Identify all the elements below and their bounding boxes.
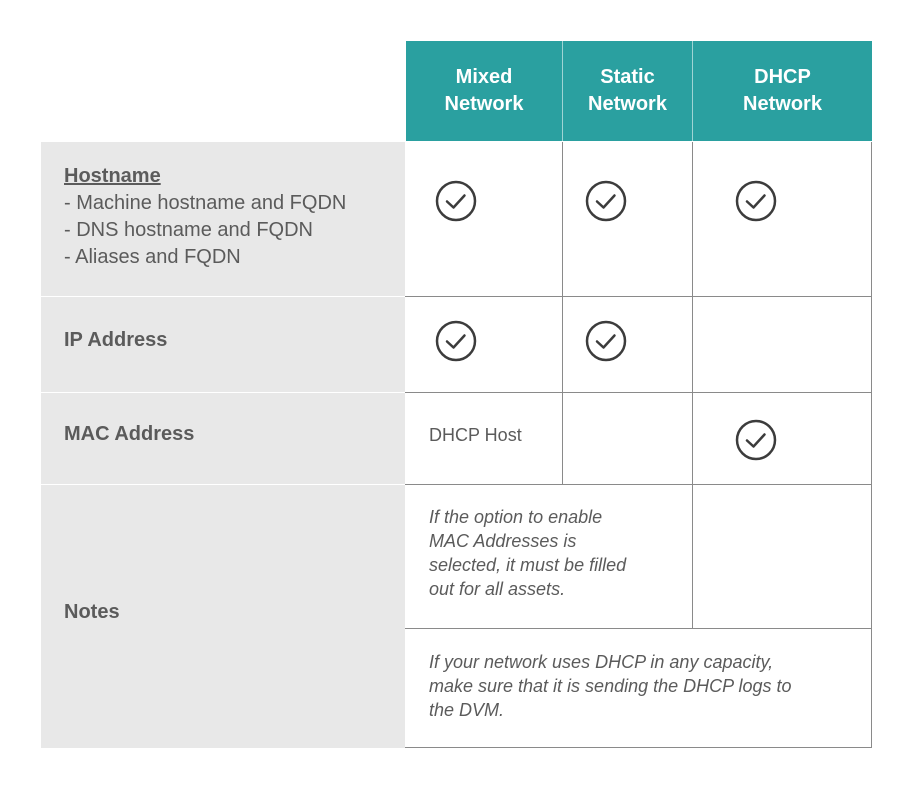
check-circle-icon <box>585 320 627 362</box>
grid-line <box>405 142 406 748</box>
grid-line <box>871 142 872 748</box>
column-header-mixed-network <box>406 41 562 141</box>
column-header-line1: Mixed <box>455 66 513 88</box>
mac-address-title: MAC Address <box>64 423 195 445</box>
grid-line <box>405 747 872 748</box>
grid-line <box>405 628 872 629</box>
notes-title: Notes <box>64 601 120 623</box>
header-divider <box>692 41 693 141</box>
grid-line <box>405 484 872 485</box>
note-line: out for all assets. <box>429 579 566 599</box>
row-label-hostname <box>41 142 405 296</box>
hostname-title: Hostname <box>64 165 161 187</box>
note-mac-addresses <box>429 505 679 601</box>
hostname-item: - Aliases and FQDN <box>64 246 241 268</box>
check-circle-icon <box>585 180 627 222</box>
note-line: selected, it must be filled <box>429 555 627 575</box>
note-line: If the option to enable <box>429 507 603 527</box>
mac-address-mixed-value: DHCP Host <box>429 425 522 445</box>
row-label-mac-address <box>41 393 405 484</box>
check-circle-icon <box>735 419 777 461</box>
grid-line <box>562 142 563 484</box>
check-circle-icon <box>735 180 777 222</box>
column-header-line2: Network <box>444 93 524 115</box>
grid-line <box>405 392 872 393</box>
hostname-item: - DNS hostname and FQDN <box>64 219 313 241</box>
note-line: the DVM. <box>429 700 505 720</box>
column-header-line1: Static <box>600 66 655 88</box>
grid-line <box>405 296 872 297</box>
grid-line <box>692 142 693 628</box>
note-line: make sure that it is sending the DHCP logs to <box>429 676 792 696</box>
note-line: If your network uses DHCP in any capacity, <box>429 652 774 672</box>
row-label-notes <box>41 485 405 748</box>
column-header-dhcp-network <box>693 41 872 141</box>
hostname-item: - Machine hostname and FQDN <box>64 192 347 214</box>
column-header-line1: DHCP <box>754 66 811 88</box>
check-circle-icon <box>435 180 477 222</box>
ip-address-title: IP Address <box>64 329 168 351</box>
note-dhcp-logs <box>429 650 849 722</box>
note-line: MAC Addresses is <box>429 531 577 551</box>
column-header-line2: Network <box>588 93 667 115</box>
header-divider <box>562 41 563 141</box>
check-circle-icon <box>435 320 477 362</box>
row-label-ip-address <box>41 297 405 392</box>
column-header-static-network <box>563 41 692 141</box>
column-header-line2: Network <box>743 93 822 115</box>
